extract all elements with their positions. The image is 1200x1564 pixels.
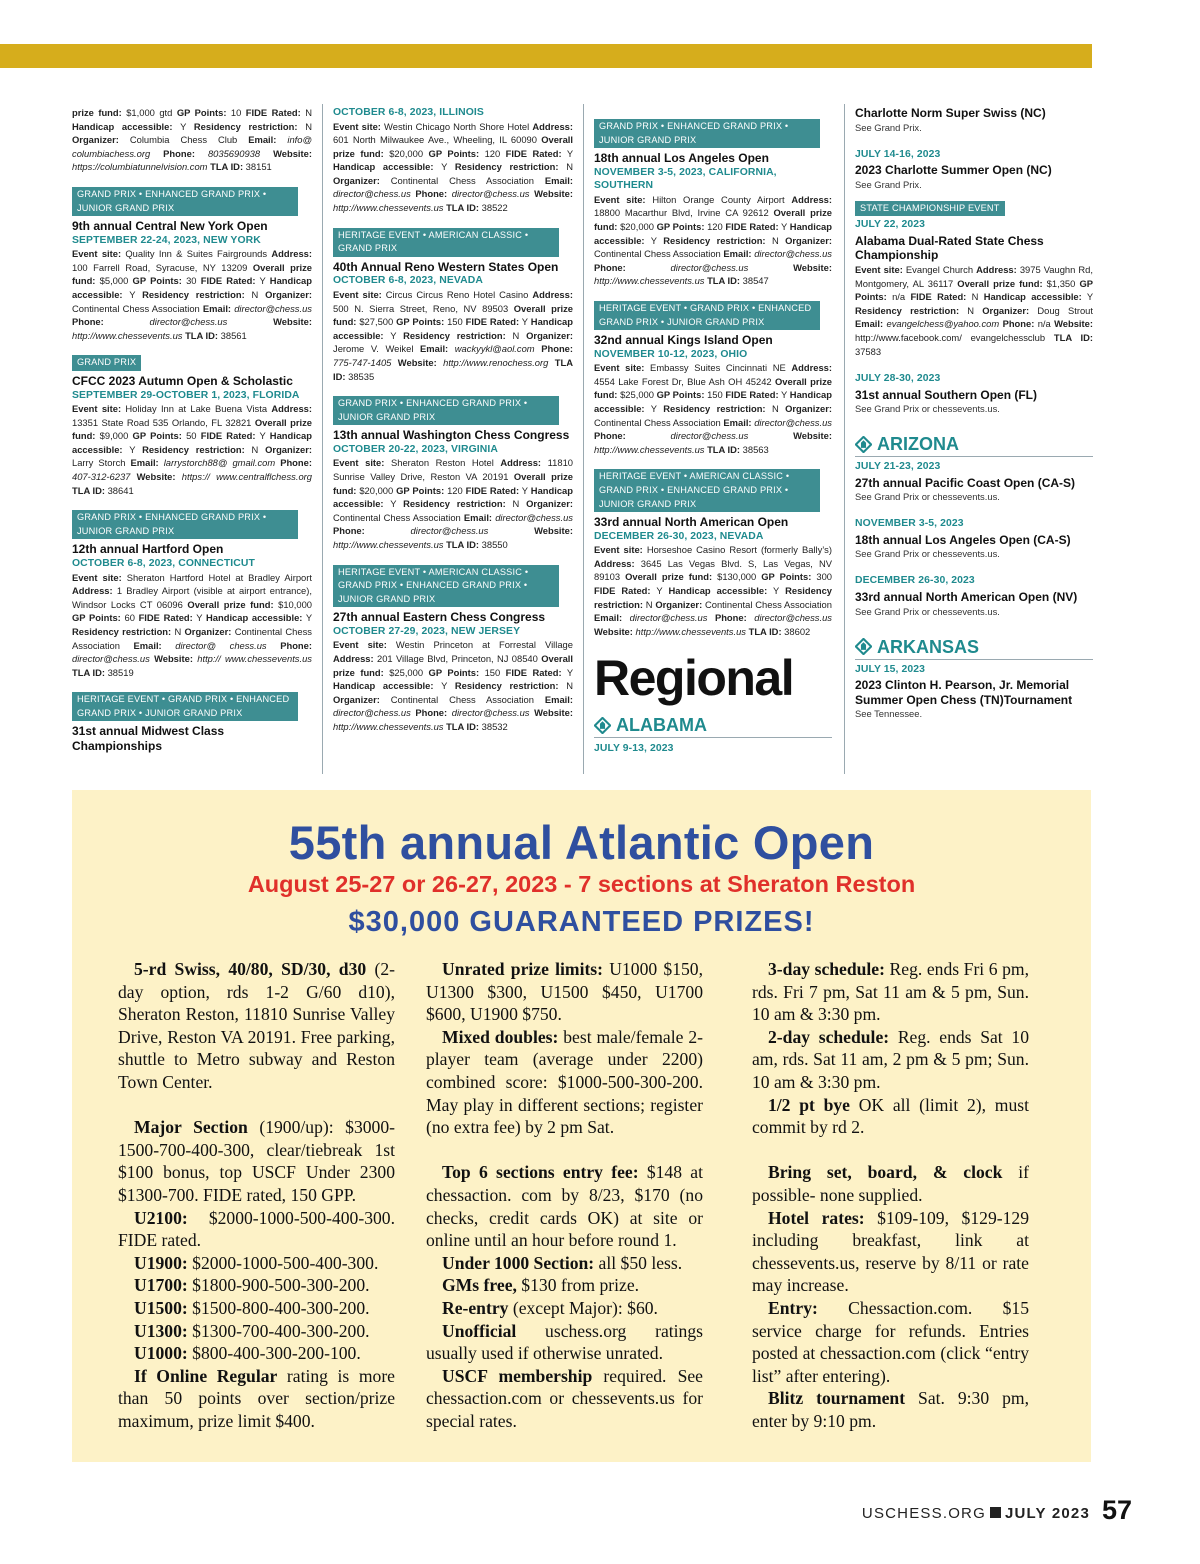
ad-column-1 (118, 958, 395, 1432)
event-title: 2023 Charlotte Summer Open (NC) (855, 163, 1052, 178)
event-label: GRAND PRIX • ENHANCED GRAND PRIX • JUNIOR GRAND PRIX (594, 119, 820, 148)
event-label: HERITAGE EVENT • GRAND PRIX • ENHANCED GRAND PRIX • JUNIOR GRAND PRIX (594, 301, 820, 330)
event-title: 27th annual Pacific Coast Open (CA-S) (855, 475, 1076, 490)
event-label: HERITAGE EVENT • AMERICAN CLASSIC • GRAND PRIX • ENHANCED GRAND PRIX • JUNIOR GRAND PRIX (594, 469, 820, 512)
event-date: NOVEMBER 3-5, 2023, CALIFORNIA, SOUTHERN (594, 166, 777, 192)
page-number: 57 (1102, 1495, 1133, 1525)
footer-site: USCHESS.ORG (861, 1505, 986, 1522)
event-listing (72, 342, 312, 497)
event-details: Event site: Sheraton Hartford Hotel at Bradley Airport Address: 1 Bradley Airport (visible at airport entrance), Windsor Locks CT 06096 Overall prize fund: $10,000 GP Points: 60 FIDE Rated: Y Handicap accessible: Y Residency restriction: N Organizer: Continental Chess Association Email: director@ chess.us Phone: director@chess.us Website: http:// www.chessevents.us TLA ID: 38519 (72, 571, 312, 678)
event-title: CFCC 2023 Autumn Open & Scholastic (72, 374, 293, 388)
see-reference: See Grand Prix or chessevents.us. (855, 605, 1000, 617)
see-reference: See Grand Prix or chessevents.us. (855, 403, 1000, 415)
event-listing (333, 552, 573, 734)
ad-paragraph: GMs free, $130 from prize. (442, 1275, 640, 1296)
see-reference: See Grand Prix. (855, 178, 922, 190)
event-label: HERITAGE EVENT • AMERICAN CLASSIC • GRAND PRIX (333, 228, 559, 257)
footer-square-icon (990, 1507, 1001, 1518)
event-date: DECEMBER 26-30, 2023, NEVADA (594, 530, 764, 542)
state-heading-alabama: ALABAMA (594, 714, 832, 738)
see-reference: See Grand Prix. (855, 121, 922, 133)
event-date: SEPTEMBER 22-24, 2023, NEW YORK (72, 234, 261, 246)
event-title: 27th annual Eastern Chess Congress (333, 610, 546, 625)
ad-paragraph: USCF membership required. See chessaction.com or chessevents.us for special rates. (426, 1365, 703, 1431)
event-title: 33rd annual North American Open (594, 515, 789, 530)
state-heading-arkansas: ARKANSAS (855, 636, 1093, 660)
ad-paragraph: U2100: $2000-1000-500-400-300. FIDE rated. (118, 1207, 395, 1251)
ad-title: 55th annual Atlantic Open (288, 816, 875, 869)
column-divider (583, 104, 584, 774)
event-date: OCTOBER 6-8, 2023, NEVADA (333, 275, 483, 287)
regional-heading: Regional (594, 650, 794, 707)
event-listing (333, 106, 573, 215)
event-details: Event site: Evangel Church Address: 3975 Vaughn Rd, Montgomery, AL 36117 Overall prize fund: $1,350 GP Points: n/a FIDE Rated: N Handicap accessible: Y Residency restriction: N Organizer: Doug Strout Email: evangelchess@yahoo.com Phone: n/a Website: http://www.facebook.com/ evangelchessclub TLA ID: 37583 (855, 263, 1093, 357)
event-listing (333, 215, 573, 383)
ad-paragraph: Mixed doubles: best male/female 2-player team (average under 2200) combined score: $1000-500-300-200. May play in different sections; register (no extra fee) by 2 pm Sat. (426, 1026, 703, 1138)
event-label: HERITAGE EVENT • GRAND PRIX • ENHANCED GRAND PRIX • JUNIOR GRAND PRIX (72, 692, 298, 721)
ad-paragraph: Bring set, board, & clock if possible- none supplied. (752, 1162, 1029, 1205)
event-title: Alabama Dual-Rated State Chess Championship (855, 233, 1044, 263)
event-details: Event site: Holiday Inn at Lake Buena Vista Address: 13351 State Road 535 Orlando, FL 32821 Overall prize fund: $9,000 GP Points: 50 FIDE Rated: Y Handicap accessible: Y Residency restriction: N Organizer: Larry Storch Email: larrystorch88@ gmail.com Phone: 407-312-6237 Website: https:// www.centralflchess.org TLA ID: 38641 (72, 403, 312, 496)
event-label: STATE CHAMPIONSHIP EVENT (855, 201, 1005, 217)
event-title: 9th annual Central New York Open (72, 219, 268, 234)
ad-paragraph: Entry: Chessaction.com. $15 service charge for refunds. Entries posted at chessaction.com (click “entry list” after entering). (752, 1297, 1029, 1386)
event-listing (594, 288, 832, 456)
event-title: 13th annual Washington Chess Congress (333, 428, 570, 443)
ad-paragraph: U1300: $1300-700-400-300-200. (134, 1320, 370, 1341)
event-listing (72, 174, 312, 342)
state-diamond-icon (855, 436, 872, 453)
state-diamond-icon (855, 638, 872, 655)
event-date: SEPTEMBER 29-OCTOBER 1, 2023, FLORIDA (72, 389, 300, 401)
event-title: 40th Annual Reno Western States Open (333, 259, 559, 274)
event-date: JULY 14-16, 2023 (855, 148, 941, 160)
event-details: Event site: Westin Princeton at Forrestal Village Address: 201 Village Blvd, Princeton, NJ 08540 Overall prize fund: $25,000 GP Points: 150 FIDE Rated: Y Handicap accessible: Y Residency restriction: N Organizer: Continental Chess Association Email: director@chess.us Phone: director@chess.us Website: http://www.chessevents.us TLA ID: 38532 (333, 639, 573, 732)
event-title: 18th annual Los Angeles Open (CA-S) (855, 532, 1071, 547)
footer-issue: JULY 2023 (1004, 1505, 1090, 1522)
ad-paragraph: U1900: $2000-1000-500-400-300. (134, 1252, 379, 1273)
event-title: 32nd annual Kings Island Open (594, 333, 773, 348)
event-details: Event site: Quality Inn & Suites Fairgrounds Address: 100 Farrell Road, Syracuse, NY 13209 Overall prize fund: $5,000 GP Points: 30 FIDE Rated: Y Handicap accessible: Y Residency restriction: N Organizer: Continental Chess Association Email: director@chess.us Phone: director@chess.us Website: http://www.chessevents.us TLA ID: 38561 (72, 248, 312, 341)
event-date: DECEMBER 26-30, 2023 (855, 575, 975, 587)
ad-column-3 (752, 958, 1029, 1432)
event-listing (72, 497, 312, 679)
event-date: JULY 9-13, 2023 (594, 743, 674, 755)
ad-subtitle: August 25-27 or 26-27, 2023 - 7 sections at Sheraton Reston (247, 871, 916, 897)
event-date: NOVEMBER 10-12, 2023, OHIO (594, 348, 748, 360)
event-date: OCTOBER 6-8, 2023, CONNECTICUT (72, 558, 255, 570)
top-accent-bar (0, 44, 1092, 68)
ad-paragraph: Re-entry (except Major): $60. (442, 1297, 658, 1318)
state-diamond-icon (594, 717, 611, 734)
column-4 (855, 106, 1093, 776)
event-details: Event site: Westin Chicago North Shore Hotel Address: 601 North Milwaukee Ave., Wheeling, IL 60090 Overall prize fund: $20,000 GP Points: 120 FIDE Rated: Y Handicap accessible: Y Residency restriction: N Organizer: Continental Chess Association Email: director@chess.us Phone: director@chess.us Website: http://www.chessevents.us TLA ID: 38522 (333, 120, 573, 214)
see-reference: See Grand Prix or chessevents.us. (855, 548, 1000, 560)
event-label: GRAND PRIX • ENHANCED GRAND PRIX • JUNIOR GRAND PRIX (72, 187, 298, 216)
event-title: 12th annual Hartford Open (72, 542, 224, 557)
event-label: GRAND PRIX • ENHANCED GRAND PRIX • JUNIOR GRAND PRIX (333, 396, 559, 425)
ad-paragraph: 5-rd Swiss, 40/80, SD/30, d30 (2-day option, rds 1-2 G/60 d10), Sheraton Reston, 11810 Sunrise Valley Drive, Reston VA 20191. Free parking, shuttle to Metro subway and Reston Town Center. (118, 959, 395, 1092)
ad-paragraph: Hotel rates: $109-109, $129-129 including breakfast, link at chessevents.us, reserve by 8/11 or rate may increase. (752, 1207, 1029, 1296)
event-title: Charlotte Norm Super Swiss (NC) (855, 106, 1046, 120)
ad-paragraph: 3-day schedule: Reg. ends Fri 6 pm, rds. Fri 7 pm, Sat 11 am & 5 pm, Sun. 10 am & 3:30 pm. (752, 959, 1029, 1025)
ad-paragraph: Unrated prize limits: U1000 $150, U1300 $300, U1500 $450, U1700 $600, U1900 $750. (426, 959, 703, 1025)
event-date: OCTOBER 6-8, 2023, ILLINOIS (333, 107, 484, 118)
event-title: 2023 Clinton H. Pearson, Jr. Memorial Summer Open Chess (TN)Tournament (855, 678, 1073, 707)
event-label: HERITAGE EVENT • AMERICAN CLASSIC • GRAND PRIX • ENHANCED GRAND PRIX • JUNIOR GRAND PRIX (333, 565, 559, 608)
event-date: NOVEMBER 3-5, 2023 (855, 518, 964, 530)
see-reference: See Grand Prix or chessevents.us. (855, 491, 1000, 503)
ad-paragraph: U1000: $800-400-300-200-100. (134, 1343, 361, 1364)
ad-paragraph: Under 1000 Section: all $50 less. (442, 1252, 683, 1273)
event-details-fragment: prize fund: $1,000 gtd GP Points: 10 FIDE Rated: N Handicap accessible: Y Residency restriction: N Organizer: Columbia Chess Club Email: info@ columbiachess.org Phone: 8035690938 Website: https://columbiatunnelvision.com TLA ID: 38151 (72, 107, 312, 173)
event-title: 33rd annual North American Open (NV) (855, 589, 1078, 604)
page-footer (862, 1504, 1090, 1524)
ad-paragraph: Unofficial uschess.org ratings usually used if otherwise unrated. (426, 1320, 703, 1364)
ad-paragraph: Major Section (1900/up): $3000-1500-700-400-300, clear/tiebreak 1st $100 bonus, top USCF Under 2300 $1300-700. FIDE rated, 150 GPP. (118, 1117, 395, 1205)
event-label: GRAND PRIX • ENHANCED GRAND PRIX • JUNIOR GRAND PRIX (72, 510, 298, 539)
ad-prizes-headline: $30,000 GUARANTEED PRIZES! (348, 906, 815, 938)
event-date: JULY 28-30, 2023 (855, 373, 941, 385)
event-details: Event site: Horseshoe Casino Resort (formerly Bally’s) Address: 3645 Las Vegas Blvd. S, Las Vegas, NV 89103 Overall prize fund: $130,000 GP Points: 300 FIDE Rated: Y Handicap accessible: Y Residency restriction: N Organizer: Continental Chess Association Email: director@chess.us Phone: director@chess.us Website: http://www.chessevents.us TLA ID: 38602 (594, 544, 832, 637)
ad-paragraph: 1/2 pt bye OK all (limit 2), must commit by rd 2. (752, 1094, 1029, 1138)
ad-paragraph: U1700: $1800-900-500-300-200. (134, 1275, 370, 1296)
event-title: 18th annual Los Angeles Open (594, 151, 769, 166)
ad-paragraph: Top 6 sections entry fee: $148 at chessaction. com by 8/23, $170 (no checks, credit cards OK) at site or online until an hour before round 1. (426, 1162, 703, 1251)
state-heading-arizona: ARIZONA (855, 433, 1093, 457)
column-divider (844, 104, 845, 774)
column-2 (333, 106, 573, 776)
event-listing (594, 106, 832, 288)
event-details: Event site: Sheraton Reston Hotel Address: 11810 Sunrise Valley Drive, Reston VA 20191 Overall prize fund: $20,000 GP Points: 120 FIDE Rated: Y Handicap accessible: Y Residency restriction: N Organizer: Continental Chess Association Email: director@chess.us Phone: director@chess.us Website: http://www.chessevents.us TLA ID: 38550 (333, 457, 573, 550)
atlantic-open-advertisement (72, 790, 1091, 1462)
see-reference: See Tennessee. (855, 708, 923, 720)
event-date: JULY 15, 2023 (855, 663, 926, 675)
event-date: OCTOBER 27-29, 2023, NEW JERSEY (333, 625, 521, 637)
event-listing (333, 383, 573, 551)
event-listing (594, 456, 832, 638)
event-date: OCTOBER 20-22, 2023, VIRGINIA (333, 443, 498, 455)
event-details: Event site: Circus Circus Reno Hotel Casino Address: 500 N. Sierra Street, Reno, NV 89503 Overall prize fund: $27,500 GP Points: 150 FIDE Rated: Y Handicap accessible: Y Residency restriction: N Organizer: Jerome V. Weikel Email: wackyykl@aol.com Phone: 775-747-1405 Website: http://www.renochess.org TLA ID: 38535 (333, 288, 573, 382)
ad-paragraph: If Online Regular rating is more than 50 points over section/prize maximum, prize limit $400. (118, 1365, 395, 1431)
ad-paragraph: U1500: $1500-800-400-300-200. (134, 1297, 370, 1318)
event-title: 31st annual Southern Open (FL) (855, 387, 1038, 402)
ad-paragraph: 2-day schedule: Reg. ends Sat 10 am, rds. Sat 11 am, 2 pm & 5 pm; Sun. 10 am & 3:30 pm. (752, 1026, 1029, 1092)
column-3 (594, 106, 832, 776)
event-date: JULY 22, 2023 (855, 219, 926, 231)
event-title: 31st annual Midwest Class Championships (72, 724, 225, 754)
ad-column-2 (426, 958, 703, 1432)
event-details: Event site: Hilton Orange County Airport Address: 18800 Macarthur Blvd, Irvine CA 92612 Overall prize fund: $20,000 GP Points: 120 FIDE Rated: Y Handicap accessible: Y Residency restriction: N Organizer: Continental Chess Association Email: director@chess.us Phone: director@chess.us Website: http://www.chessevents.us TLA ID: 38547 (594, 193, 832, 287)
event-label: GRAND PRIX (72, 355, 141, 371)
event-date: JULY 21-23, 2023 (855, 461, 941, 473)
column-divider (322, 104, 323, 774)
column-1 (72, 106, 312, 776)
event-details: Event site: Embassy Suites Cincinnati NE Address: 4554 Lake Forest Dr, Blue Ash OH 45242 Overall prize fund: $25,000 GP Points: 150 FIDE Rated: Y Handicap accessible: Y Residency restriction: N Organizer: Continental Chess Association Email: director@chess.us Phone: director@chess.us Website: http://www.chessevents.us TLA ID: 38563 (594, 362, 832, 455)
ad-paragraph: Blitz tournament Sat. 9:30 pm, enter by 9:10 pm. (752, 1388, 1029, 1431)
